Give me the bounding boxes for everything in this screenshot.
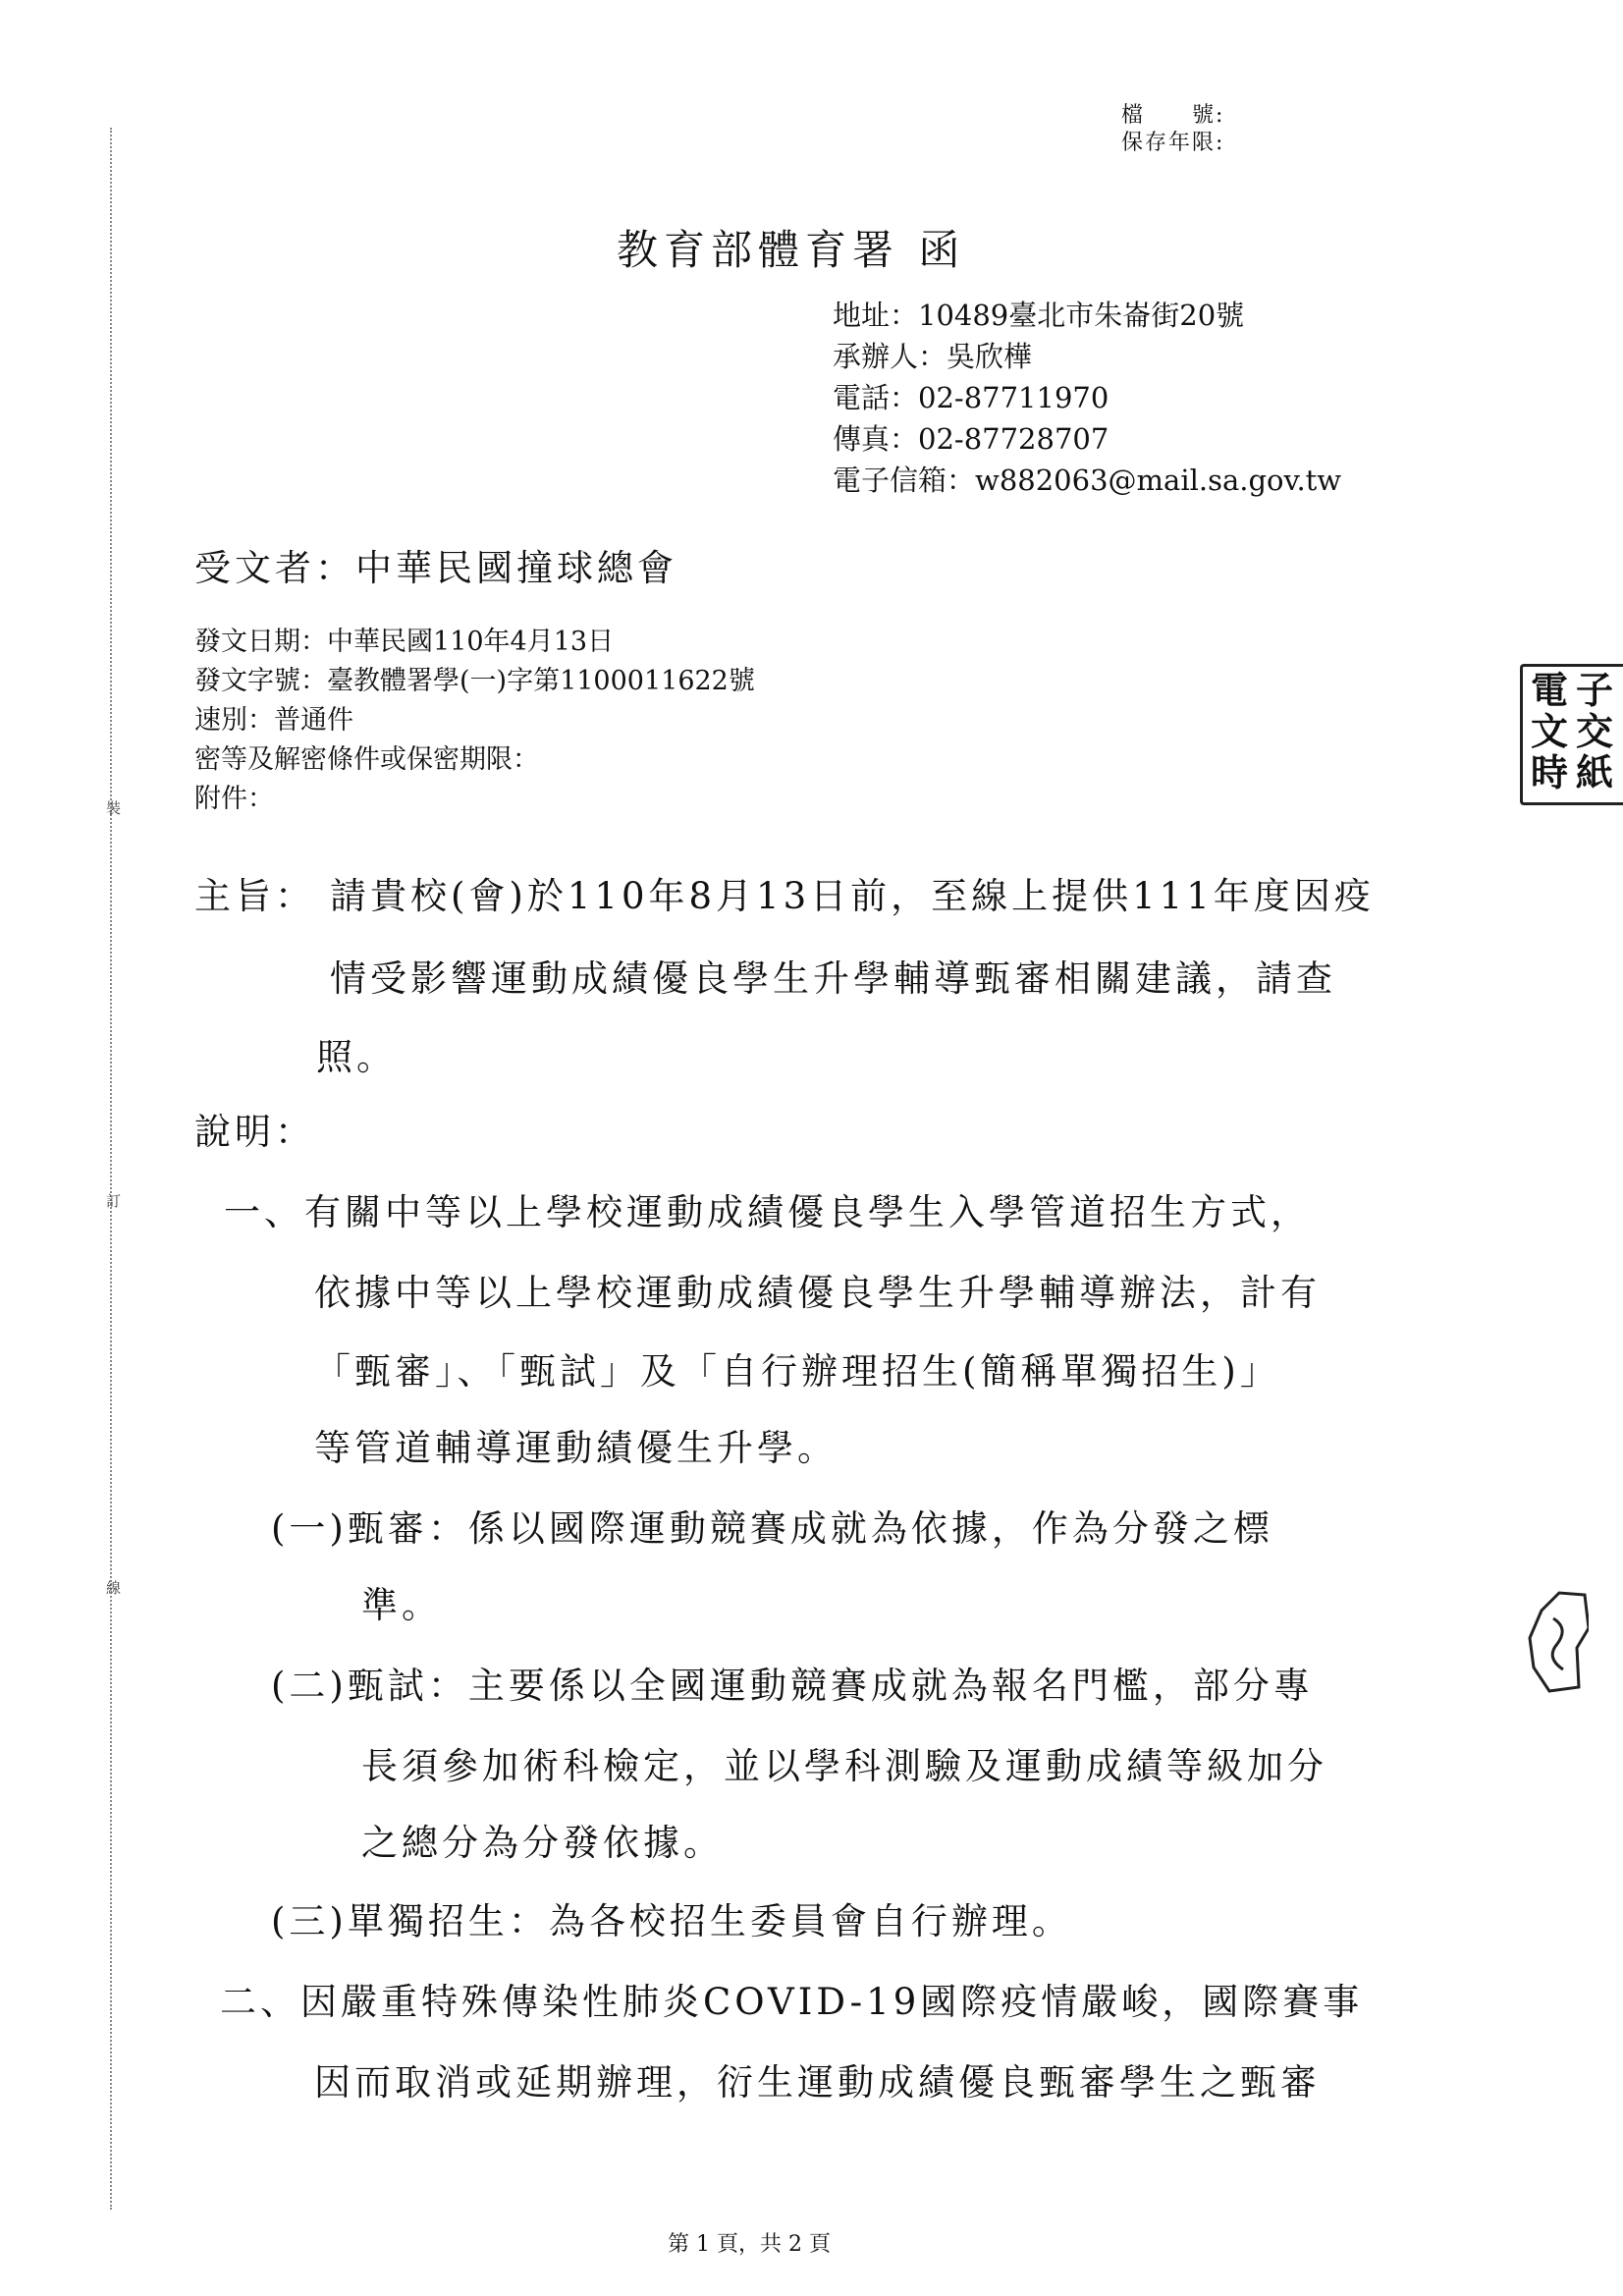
- subject-line-2: 情受影響運動成績優良學生升學輔導甄審相關建議，請查: [330, 957, 1336, 1000]
- item1-line-3: 「甄審」、「甄試」及「自行辦理招生(簡稱單獨招生)」: [314, 1350, 1280, 1393]
- binding-mark-zhuang: 裝: [106, 799, 122, 817]
- page-number: 第 1 頁，共 2 頁: [668, 2232, 831, 2257]
- delivery-speed: 速別：普通件: [194, 705, 353, 736]
- stamp-char-6: 紙: [1576, 750, 1614, 794]
- item1-sub1-line-1: (一)甄審：係以國際運動競賽成就為依據，作為分發之標: [271, 1507, 1273, 1550]
- item1-sub2-line-1: (二)甄試：主要係以全國運動競賽成就為報名門檻，部分專: [271, 1665, 1314, 1707]
- contact-fax: 傳真：02-87728707: [833, 422, 1109, 456]
- contact-address: 地址：10489臺北市朱崙街20號: [833, 299, 1245, 332]
- document-number: 發文字號：臺教體署學(一)字第1100011622號: [194, 666, 755, 696]
- document-meta: [194, 623, 755, 819]
- contact-email: 電子信箱：w882063@mail.sa.gov.tw: [833, 464, 1342, 497]
- stamp-char-4: 交: [1576, 709, 1614, 753]
- issue-date: 發文日期：中華民國110年4月13日: [194, 627, 615, 657]
- stamp-char-5: 時: [1531, 750, 1569, 794]
- contact-handler: 承辦人：吳欣樺: [833, 340, 1033, 373]
- binding-dotted-line: [110, 128, 112, 2210]
- partial-seal-mark: [1520, 1589, 1589, 1695]
- stamp-char-1: 電: [1531, 668, 1569, 712]
- subject-label: 主旨：: [194, 875, 315, 917]
- document-title: 教育部體育署 函: [617, 226, 966, 274]
- contact-phone: 電話：02-87711970: [833, 381, 1109, 414]
- stamp-char-2: 子: [1576, 668, 1614, 712]
- item1-sub2-line-2: 長須參加術科檢定，並以學科測驗及運動成績等級加分: [361, 1745, 1327, 1787]
- attachment: 附件：: [194, 784, 274, 814]
- item1-sub2-line-3: 之總分為分發依據。: [361, 1822, 724, 1864]
- contact-block: [833, 295, 1341, 501]
- explanation-label: 說明：: [194, 1111, 315, 1153]
- recipient: 受文者：中華民國撞球總會: [194, 547, 677, 589]
- retention-label: 保存年限:: [1121, 131, 1225, 155]
- binding-mark-ding: 訂: [106, 1192, 122, 1210]
- item1-line-2: 依據中等以上學校運動成績優良學生升學輔導辦法，計有: [314, 1272, 1321, 1314]
- item1-line-4: 等管道輔導運動績優生升學。: [314, 1427, 838, 1469]
- item1-sub3-line-1: (三)單獨招生：為各校招生委員會自行辦理。: [271, 1900, 1072, 1942]
- item2-line-1: 二、因嚴重特殊傳染性肺炎COVID-19國際疫情嚴峻，國際賽事: [220, 1981, 1364, 2023]
- electronic-document-stamp: [1520, 664, 1623, 805]
- item2-line-2: 因而取消或延期辦理，衍生運動成績優良甄審學生之甄審: [314, 2061, 1321, 2104]
- subject-line-3: 照。: [316, 1036, 397, 1078]
- file-number-label: 檔 號:: [1121, 103, 1225, 128]
- item1-sub1-line-2: 準。: [361, 1584, 442, 1626]
- stamp-char-3: 文: [1531, 709, 1569, 753]
- secrecy-level: 密等及解密條件或保密期限：: [194, 744, 539, 775]
- item1-line-1: 一、有關中等以上學校運動成績優良學生入學管道招生方式，: [224, 1191, 1311, 1233]
- binding-mark-xian: 線: [106, 1579, 122, 1597]
- subject-line-1: 請貴校(會)於110年8月13日前，至線上提供111年度因疫: [330, 875, 1375, 917]
